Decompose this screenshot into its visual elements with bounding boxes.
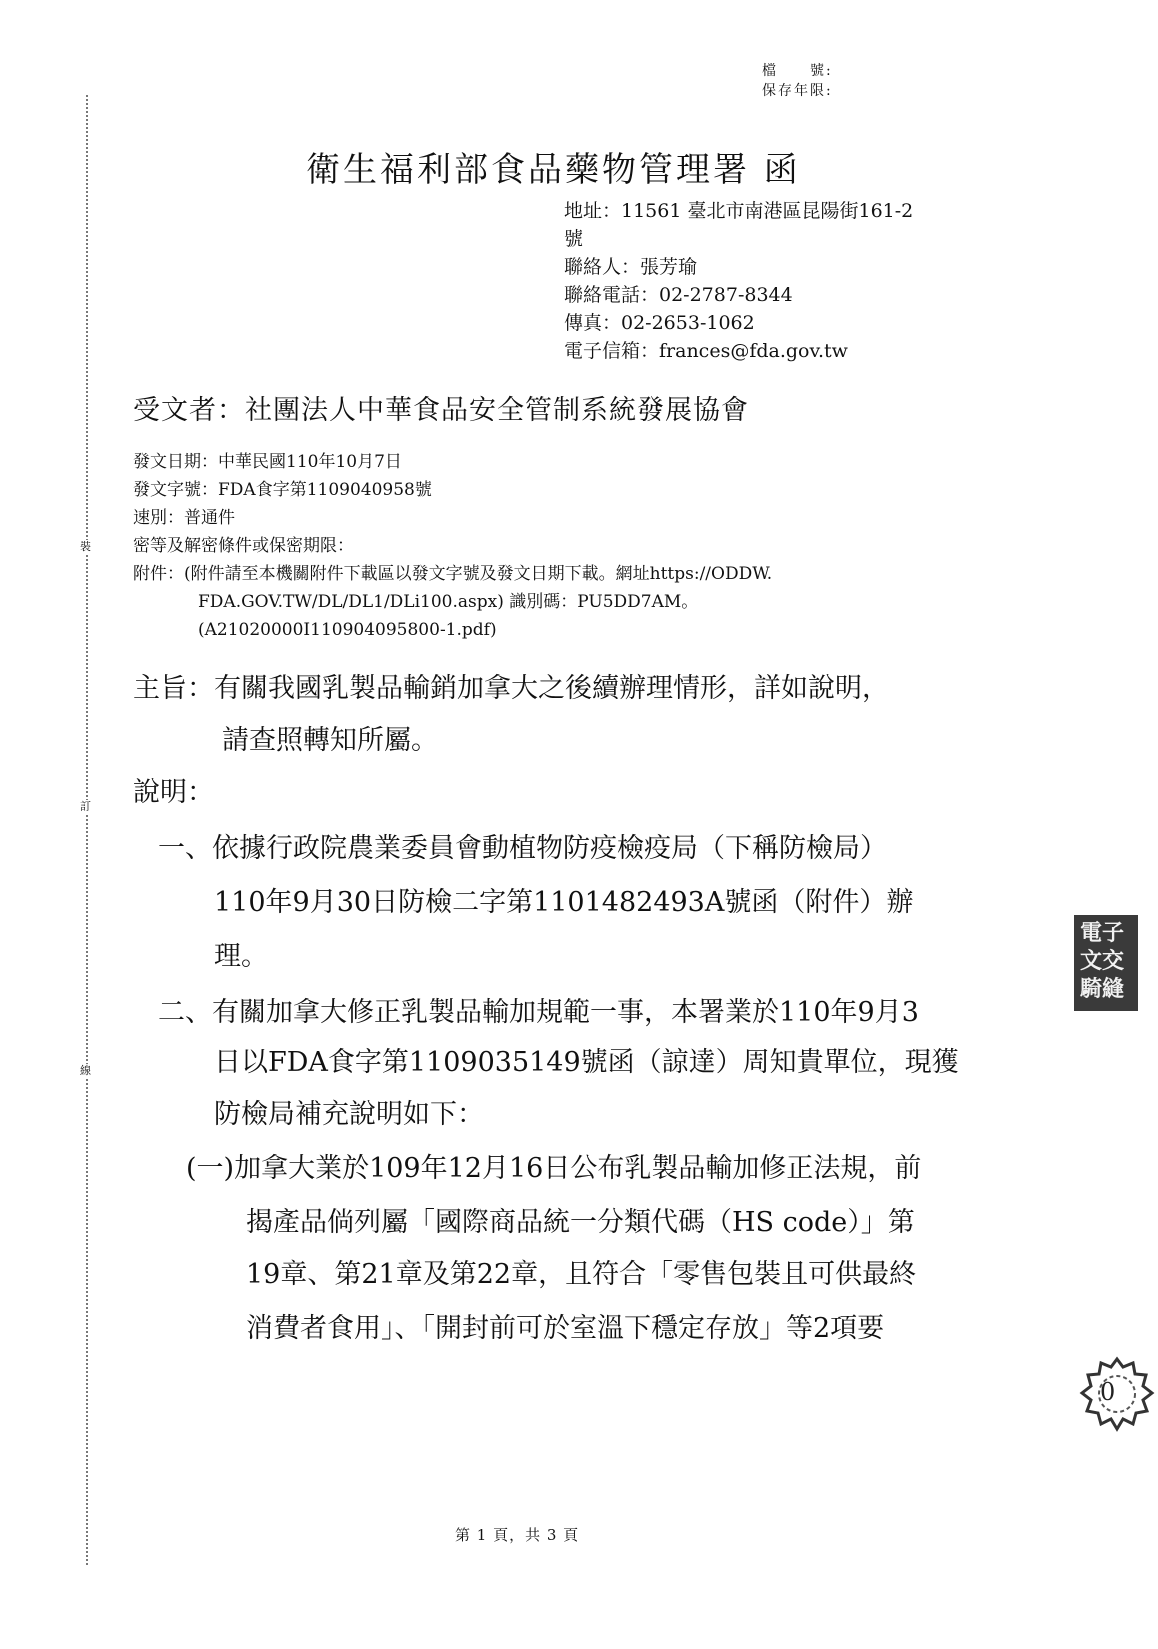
sender-address-line2: 號	[564, 228, 584, 250]
issue-date: 發文日期：中華民國110年10月7日	[133, 452, 402, 472]
binding-dotted-line	[86, 95, 88, 1565]
explanation-item2-line2: 日以FDA食字第1109035149號函（諒達）周知貴單位，現獲	[214, 1047, 959, 1078]
subject-line2: 請查照轉知所屬。	[222, 725, 438, 756]
explanation-item2-line3: 防檢局補充說明如下：	[214, 1099, 484, 1130]
subject-line1: 主旨：有關我國乳製品輸銷加拿大之後續辦理情形，詳如說明，	[133, 673, 889, 704]
sender-email: 電子信箱：frances@fda.gov.tw	[564, 340, 848, 362]
recipient: 受文者：社團法人中華食品安全管制系統發展協會	[133, 395, 749, 426]
delivery-speed: 速別：普通件	[133, 508, 235, 528]
sender-fax: 傳真：02-2653-1062	[564, 312, 755, 334]
sender-phone: 聯絡電話：02-2787-8344	[564, 284, 793, 306]
document-title: 衛生福利部食品藥物管理署 函	[306, 150, 801, 190]
seam-seal-text: 電子 文交 騎縫	[1080, 920, 1125, 1002]
electronic-seam-seal	[1074, 915, 1138, 1011]
explanation-item1-line3: 理。	[214, 941, 268, 972]
attachment-line1: 附件：(附件請至本機關附件下載區以發文字號及發文日期下載。網址https://ODDW.	[133, 564, 773, 584]
file-number-label: 檔 號:	[762, 63, 833, 79]
issue-reference-number: 發文字號：FDA食字第1109040958號	[133, 480, 432, 500]
gear-stamp-icon	[1078, 1355, 1156, 1433]
sender-address-line1: 地址：11561 臺北市南港區昆陽街161-2	[564, 200, 914, 222]
explanation-sub1-line2: 揭產品倘列屬「國際商品統一分類代碼（HS code）」第	[246, 1207, 915, 1238]
sender-contact-person: 聯絡人：張芳瑜	[564, 256, 698, 278]
binding-mark-zhuang: 裝	[80, 540, 91, 553]
explanation-item1-line1: 一、依據行政院農業委員會動植物防疫檢疫局（下稱防檢局）	[158, 833, 887, 864]
stamp-number: 0	[1100, 1378, 1116, 1406]
binding-mark-xian: 線	[80, 1064, 91, 1077]
explanation-item2-line1: 二、有關加拿大修正乳製品輸加規範一事，本署業於110年9月3	[158, 997, 919, 1028]
retention-period-label: 保存年限:	[762, 83, 833, 99]
attachment-line3: (A21020000I110904095800-1.pdf)	[198, 620, 497, 640]
page-footer: 第 1 頁，共 3 頁	[455, 1526, 580, 1544]
explanation-item1-line2: 110年9月30日防檢二字第1101482493A號函（附件）辦	[214, 887, 914, 918]
secrecy-level: 密等及解密條件或保密期限：	[133, 536, 354, 556]
explanation-sub1-line4: 消費者食用」、「開封前可於室溫下穩定存放」等2項要	[246, 1313, 885, 1344]
explanation-label: 說明：	[133, 777, 214, 808]
explanation-sub1-line1: (一)加拿大業於109年12月16日公布乳製品輸加修正法規，前	[186, 1153, 922, 1184]
binding-mark-ding: 訂	[80, 800, 91, 813]
attachment-line2: FDA.GOV.TW/DL/DL1/DLi100.aspx) 識別碼：PU5DD7AM。	[198, 592, 699, 612]
explanation-sub1-line3: 19章、第21章及第22章，且符合「零售包裝且可供最終	[246, 1259, 917, 1290]
